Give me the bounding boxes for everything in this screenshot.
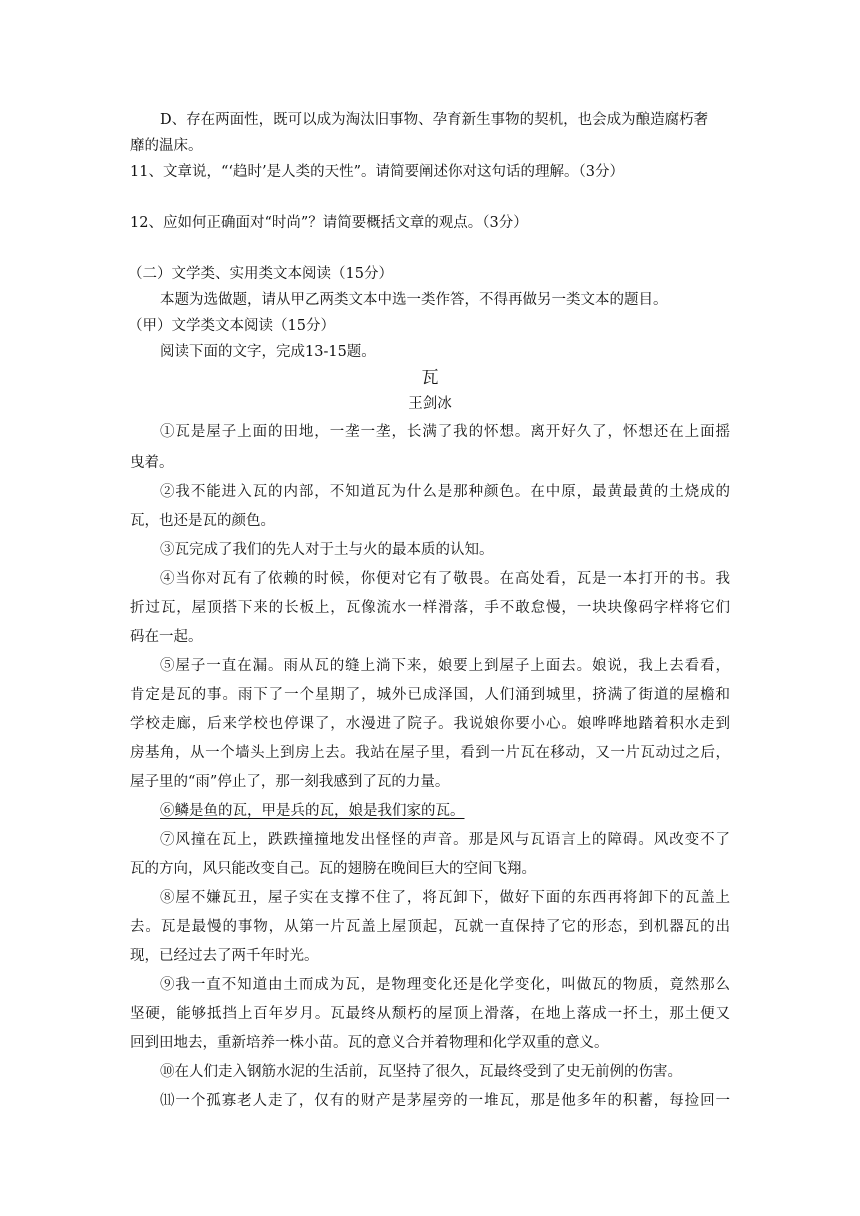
question-11: 11、文章说，“‘趋时’是人类的天性”。请简要阐述你对这句话的理解。（3分） [130,164,624,180]
paragraph-1-line-1: ①瓦是屋子上面的田地，一垄一垄，长满了我的怀想。离开好久了，怀想还在上面摇 [160,424,730,440]
paragraph-2-line-2: 瓦，也还是瓦的颜色。 [130,513,275,529]
paragraph-6-line-1: ⑥鳞是鱼的瓦，甲是兵的瓦，娘是我们家的瓦。 [160,803,465,819]
paragraph-5-line-4: 房基角，从一个墙头上到房上去。我站在屋子里，看到一片瓦在移动，又一片瓦动过之后， [130,745,730,761]
paragraph-9-line-2: 坚硬，能够抵挡上百年岁月。瓦最终从颓朽的屋顶上滑落，在地上落成一抔土，那土便又 [130,1006,730,1022]
paragraph-9-line-3: 回到田地去，重新培养一株小苗。瓦的意义合并着物理和化学双重的意义。 [130,1035,609,1051]
paragraph-5-line-5: 屋子里的“雨”停止了，那一刻我感到了瓦的力量。 [130,774,450,790]
paragraph-8-line-1: ⑧屋不嫌瓦丑，屋子实在支撑不住了，将瓦卸下，做好下面的东西再将卸下的瓦盖上 [160,890,730,906]
paragraph-4-line-2: 折过瓦，屋顶搭下来的长板上，瓦像流水一样滑落，手不敢怠慢，一块块像码字样将它们 [130,600,730,616]
paragraph-3-line-1: ③瓦完成了我们的先人对于土与火的最本质的认知。 [160,542,494,558]
option-d-line-1: D、存在两面性，既可以成为淘汰旧事物、孕育新生事物的契机，也会成为酿造腐朽奢 [160,112,709,128]
option-d-line-2: 靡的温床。 [130,138,203,154]
paragraph-9-line-1: ⑨我一直不知道由土而成为瓦，是物理变化还是化学变化，叫做瓦的物质，竟然那么 [160,977,730,993]
paragraph-11-line-1: ⑾一个孤寡老人走了，仅有的财产是茅屋旁的一堆瓦，那是他多年的积蓄，每捡回一 [160,1093,730,1109]
article-author: 王剑冰 [408,396,452,412]
paragraph-7-line-1: ⑦风撞在瓦上，跌跌撞撞地发出怪怪的声音。那是风与瓦语言上的障碍。风改变不了 [160,832,730,848]
paragraph-5-line-3: 学校走廊，后来学校也停课了，水漫进了院子。我说娘你要小心。娘哗哗地踏着积水走到 [130,716,730,732]
paragraph-5-line-2: 肯定是瓦的事。雨下了一个星期了，城外已成泽国，人们涌到城里，挤满了街道的屋檐和 [130,687,730,703]
section-instruction: 本题为选做题，请从甲乙两类文本中选一类作答，不得再做另一类文本的题目。 [160,292,668,308]
sub-section-heading: （甲）文学类文本阅读（15分） [128,318,335,334]
question-12: 12、应如何正确面对“时尚”？请简要概括文章的观点。（3分） [130,215,528,231]
article-title: 瓦 [421,368,439,388]
paragraph-1-line-2: 曳着。 [130,455,174,471]
paragraph-5-line-1: ⑤屋子一直在漏。雨从瓦的缝上淌下来，娘要上到屋子上面去。娘说，我上去看看， [160,658,730,674]
section-heading: （二）文学类、实用类文本阅读（15分） [128,266,393,282]
paragraph-10-line-1: ⑩在人们走入钢筋水泥的生活前，瓦坚持了很久，瓦最终受到了史无前例的伤害。 [160,1064,682,1080]
paragraph-4-line-3: 码在一起。 [130,629,203,645]
read-prompt: 阅读下面的文字，完成13-15题。 [160,344,376,360]
paragraph-8-line-3: 现，已经过去了两千年时光。 [130,948,319,964]
paragraph-4-line-1: ④当你对瓦有了依赖的时候，你便对它有了敬畏。在高处看，瓦是一本打开的书。我 [160,571,730,587]
paragraph-8-line-2: 去。瓦是最慢的事物，从第一片瓦盖上屋顶起，瓦就一直保持了它的形态，到机器瓦的出 [130,919,730,935]
paragraph-7-line-2: 瓦的方向，风只能改变自己。瓦的翅膀在晚间巨大的空间飞翔。 [130,861,536,877]
paragraph-2-line-1: ②我不能进入瓦的内部，不知道瓦为什么是那种颜色。在中原，最黄最黄的土烧成的 [160,484,730,500]
